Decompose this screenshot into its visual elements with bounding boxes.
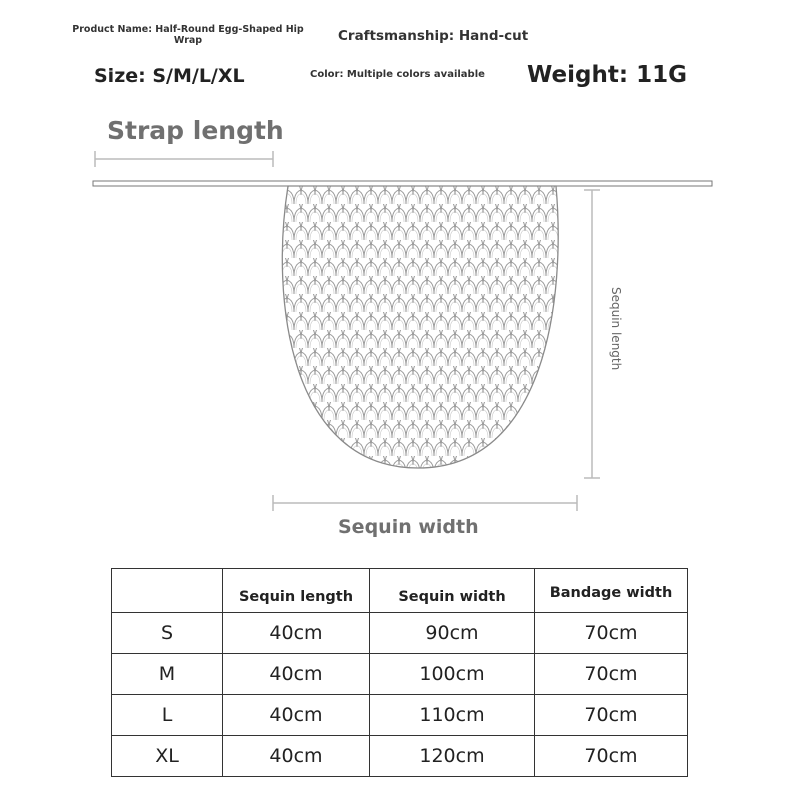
bandage-width-cell: 70cm bbox=[535, 613, 688, 654]
sequin-length-cell: 40cm bbox=[223, 654, 370, 695]
weight-text: Weight: 11G bbox=[527, 62, 687, 88]
sequin-length-cell: 40cm bbox=[223, 736, 370, 777]
table-header-cell bbox=[370, 569, 535, 613]
sequin-width-cell: 90cm bbox=[370, 613, 535, 654]
table-header-cell bbox=[535, 569, 688, 613]
size-cell: XL bbox=[112, 736, 223, 777]
sequin-panel bbox=[270, 186, 570, 476]
table-row bbox=[112, 654, 688, 695]
header-sequin-width: Sequin width bbox=[398, 588, 506, 605]
bandage-width-cell: 70cm bbox=[535, 695, 688, 736]
sequin-length-dimension bbox=[584, 190, 600, 478]
sequin-width-cell: 120cm bbox=[370, 736, 535, 777]
table-header-cell bbox=[223, 569, 370, 613]
product-name: Product Name: Half-Round Egg-Shaped Hip Wrap bbox=[72, 24, 304, 46]
sequin-width-label: Sequin width bbox=[338, 516, 479, 538]
table-row bbox=[112, 736, 688, 777]
sequin-length-cell: 40cm bbox=[223, 695, 370, 736]
strap bbox=[93, 181, 712, 186]
size-table bbox=[111, 568, 688, 777]
table-row bbox=[112, 695, 688, 736]
table-row bbox=[112, 613, 688, 654]
sequin-width-cell: 110cm bbox=[370, 695, 535, 736]
header-sequin-length: Sequin length bbox=[238, 588, 354, 605]
size-cell: L bbox=[112, 695, 223, 736]
sequin-length-label: Sequin length bbox=[609, 287, 623, 371]
craftsmanship-text: Craftsmanship: Hand-cut bbox=[338, 28, 529, 44]
bandage-width-cell: 70cm bbox=[535, 736, 688, 777]
color-text: Color: Multiple colors available bbox=[310, 69, 485, 80]
size-text: Size: S/M/L/XL bbox=[94, 65, 245, 87]
sequin-length-cell: 40cm bbox=[223, 613, 370, 654]
bandage-width-cell: 70cm bbox=[535, 654, 688, 695]
size-cell: M bbox=[112, 654, 223, 695]
header-bandage-width: Bandage width bbox=[549, 584, 673, 601]
table-header-cell bbox=[112, 569, 223, 613]
strap-length-dimension bbox=[95, 151, 273, 167]
sequin-width-dimension bbox=[273, 495, 577, 511]
table-header-row bbox=[112, 569, 688, 613]
sequin-width-cell: 100cm bbox=[370, 654, 535, 695]
size-cell: S bbox=[112, 613, 223, 654]
strap-length-label: Strap length bbox=[107, 116, 284, 145]
